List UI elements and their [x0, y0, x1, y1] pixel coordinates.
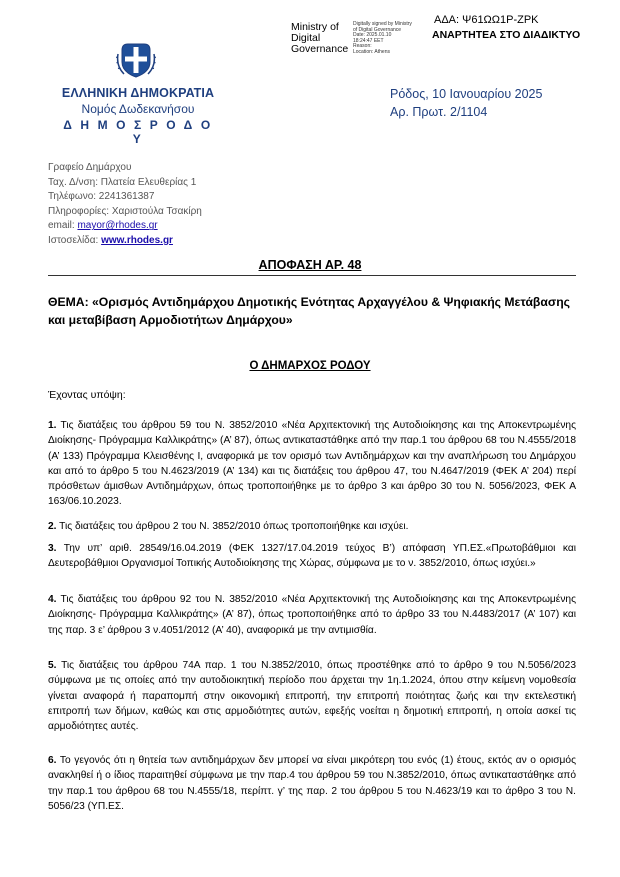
digital-signature-details: [353, 22, 433, 55]
ministry-line: Governance: [291, 43, 349, 55]
email-link[interactable]: mayor@rhodes.gr: [77, 220, 158, 232]
website-label: Ιστοσελίδα:: [48, 234, 102, 246]
divider: [48, 275, 576, 276]
decision-title: ΑΠΟΦΑΣΗ ΑΡ. 48: [258, 258, 362, 272]
prefecture-title: Νομός Δωδεκανήσου: [81, 102, 195, 116]
republic-title: ΕΛΛΗΝΙΚΗ ΔΗΜΟΚΡΑΤΙΑ: [61, 86, 215, 100]
signature-line: Reason:: [353, 43, 372, 49]
paragraph-3: [48, 541, 576, 572]
ada-number: ΑΔΑ: Ψ61ΩΩ1Ρ-ΖΡΚ: [434, 14, 539, 26]
mayor-heading: Ο ΔΗΜΑΡΧΟΣ ΡΟΔΟΥ: [249, 360, 371, 372]
signature-line: of Digital Governance: [353, 26, 402, 33]
email-label: email:: [48, 220, 78, 232]
signature-line: Date: 2025.01.10: [353, 32, 392, 38]
office-info: Πληροφορίες: Χαριστούλα Τσακίρη: [48, 205, 202, 217]
office-contact-block: [48, 161, 202, 249]
considering-label: Έχοντας υπόψη:: [48, 389, 126, 401]
paragraph-4: [48, 592, 576, 638]
paragraph-text: Την υπ’ αριθ. 28549/16.04.2019 (ΦΕΚ 1327/17.04.2019 τεύχος Β’) απόφαση ΥΠ.ΕΣ.«Πρωτοβάθμιοι και Δευτεροβάθμιοι Οργανισμοί Τοπικής Αυτοδιοίκησης της Χώρας, σύμφωνα με το ν. 3852/2010, όπως ισχύει.»: [48, 543, 576, 570]
paragraph-number: 3.: [48, 543, 57, 554]
date-protocol-block: [390, 85, 542, 121]
office-name: Γραφείο Δημάρχου: [48, 162, 132, 173]
paragraph-number: 1.: [48, 420, 57, 431]
signature-line: Location: Athens: [353, 48, 390, 55]
paragraph-number: 4.: [48, 594, 57, 605]
place-date: Ρόδος, 10 Ιανουαρίου 2025: [390, 87, 543, 101]
signature-line: 18:24:47 EET: [353, 37, 384, 44]
paragraph-number: 5.: [48, 660, 57, 671]
paragraph-text: Τις διατάξεις του άρθρου 2 του Ν. 3852/2010 όπως τροποποιήθηκε και ισχύει.: [56, 521, 409, 532]
signature-line: Digitally signed by Ministry: [353, 21, 412, 27]
office-phone: Τηλέφωνο: 2241361387: [48, 191, 155, 203]
paragraph-6: [48, 753, 576, 821]
publish-notice: ΑΝΑΡΤΗΤΕΑ ΣΤΟ ΔΙΑΔΙΚΤΥΟ: [432, 29, 581, 41]
ministry-line: Digital: [291, 32, 321, 44]
website-link[interactable]: www.rhodes.gr: [101, 234, 173, 246]
office-website-row: [48, 234, 202, 249]
subject-line: ΘΕΜΑ: «Ορισμός Αντιδημάρχου Δημοτικής Ενότητας Αρχαγγέλου & Ψηφιακής Μετάβασης και μεταβίβαση Αρμοδιοτήτων Δημάρχου»: [48, 295, 570, 327]
greek-coat-of-arms-icon: [116, 40, 156, 80]
ministry-line: Ministry of: [291, 21, 339, 33]
paragraph-1: [48, 418, 576, 510]
paragraph-text: Τις διατάξεις του άρθρου 59 του Ν. 3852/2010 «Νέα Αρχιτεκτονική της Αυτοδιοίκησης και της Αποκεντρωμένης Διοίκησης- Πρόγραμμα Καλλικράτης» (Α’ 87), όπως αντικαταστάθηκε από την παρ.1 του άρθρου 68 του Ν.4555/2018 (Α’ 133) Πρόγραμμα Κλεισθένης Ι, αναφορικά με τον ορισμό των Αντιδημάρχων και την αναπλήρωση του Δημάρχου και από το άρθρο 5 του Ν.4623/2019 (Α’ 134) και τις διατάξεις του άρθρου 47, του Ν.4647/2019 (ΦΕΚ Α’ 204) περί πρόσθετων άμισθων Αντιδημάρχων, όπως τροποποιήθηκε με το άρθρο 3 και άρθρο 30 του Ν. 5056/2023, ΦΕΚ Α 163/06.10.2023.: [48, 420, 576, 508]
municipality-title: Δ Η Μ Ο Σ Ρ Ο Δ Ο Υ: [63, 118, 213, 146]
paragraph-text: Τις διατάξεις του άρθρου 92 του Ν. 3852/2010 «Νέα Αρχιτεκτονική της Αυτοδιοίκησης και της Αποκεντρωμένης Διοίκησης- Πρόγραμμα Καλλικράτης» (Α’ 87), όπως τροποποιήθηκε από το άρθρο 33 του Ν.4483/2017 (Α’ 107) και της παρ. 3 ε’ άρθρου 3 ν.4051/2012 (Α’ 40), αναφορικά με την αντιμισθία.: [48, 594, 576, 636]
issuer-block: [60, 86, 216, 146]
paragraph-text: Τις διατάξεις του άρθρου 74Α παρ. 1 του Ν.3852/2010, όπως προστέθηκε από το άρθρο 9 του Ν.5056/2023 σύμφωνα με τις οποίες από την αυτοδιοικητική περίοδο που άρχεται την 1η.1.2024, όπου στην κείμενη νομοθεσία γίνεται αναφορά ή παραπομπή στην οικονομική επιτροπή, την επιτροπή ποιότητας ζωής και την εκτελεστική επιτροπή των δήμων, καθώς και στις αρμοδιότητες αυτών, εφεξής νοείται η δημοτική επιτροπή, η οποία ασκεί τις αρμοδιότητες αυτές.: [48, 660, 576, 733]
office-email-row: [48, 219, 202, 234]
paragraph-text: Το γεγονός ότι η θητεία των αντιδημάρχων δεν μπορεί να είναι μικρότερη του ενός (1) έτους, εκτός αν ο ορισμός ανακληθεί ή ο ίδιος παραιτηθεί σύμφωνα με την παρ.4 του άρθρου 59 του Ν.3852/2010, όπως αντικαταστάθηκε από την παρ.1 του άρθρου 68 του Ν.4555/18, περίπτ. γ’ της παρ. 2 του άρθρου 5 του Ν.4623/19 και το άρθρο 3 του Ν. 5056/23 (ΥΠ.ΕΣ.: [48, 755, 576, 812]
office-address: Ταχ. Δ/νση: Πλατεία Ελευθερίας 1: [48, 176, 197, 188]
ministry-label: [291, 22, 348, 55]
paragraph-number: 6.: [48, 755, 57, 766]
paragraph-5: [48, 658, 576, 734]
paragraph-2: [48, 519, 576, 534]
protocol-number: Αρ. Πρωτ. 2/1104: [390, 105, 488, 119]
paragraph-number: 2.: [48, 521, 57, 532]
